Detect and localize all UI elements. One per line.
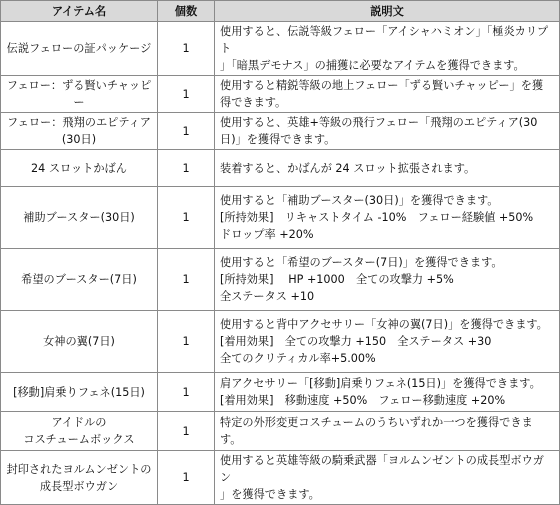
quantity-cell: 1: [158, 373, 215, 412]
quantity-cell: 1: [158, 311, 215, 373]
header-row: [1, 1, 560, 22]
description-cell: [215, 249, 560, 311]
quantity-cell: 1: [158, 113, 215, 150]
item-name-cell: [1, 373, 158, 412]
quantity-cell: 1: [158, 412, 215, 451]
item-name-line: 希望のブースター(7日): [21, 273, 137, 286]
description-line: 」「暗黒デモナス」の捕獲に必要なアイテムを獲得できます。: [220, 59, 525, 72]
description-line: 肩アクセサリー「[移動]肩乗りフェネ(15日)」を獲得できます。: [220, 377, 541, 390]
description-line: 全ステータス +10: [220, 290, 315, 303]
item-name-line: [移動]肩乗りフェネ(15日): [13, 385, 145, 399]
item-name-line: 伝説フェローの証パッケージ: [6, 42, 152, 55]
quantity-cell: 1: [158, 76, 215, 113]
description-cell: [215, 451, 560, 505]
item-name-line: アイドルの: [51, 416, 107, 429]
column-header-item-name: アイテム名: [1, 1, 158, 22]
quantity-cell: 1: [158, 150, 215, 187]
description-line: 日)」を獲得できます。: [220, 133, 336, 146]
item-name-line: フェロー：飛翔のエピティア: [7, 116, 151, 129]
item-name-line: 補助ブースター(30日): [23, 211, 135, 224]
item-name-line: コスチュームボックス: [23, 433, 135, 446]
column-header-quantity: 個数: [158, 1, 215, 22]
item-name-line: 成長型ボウガン: [39, 479, 119, 493]
description-line: [所持効果] リキャストタイム -10% フェロー経験値 +50%: [220, 211, 534, 224]
quantity-cell: 1: [158, 451, 215, 505]
quantity-cell: 1: [158, 187, 215, 249]
table-row: [1, 412, 560, 451]
description-line: 得できます。: [220, 96, 287, 109]
description-cell: [215, 187, 560, 249]
item-name-line: 24 スロットかばん: [31, 161, 127, 175]
description-line: 使用すると英雄等級の騎乗武器「ヨルムンゼントの成長型ボウガン: [220, 454, 544, 484]
description-line: 使用すると「希望のブースター(7日)」を獲得できます。: [220, 256, 503, 269]
quantity-cell: 1: [158, 249, 215, 311]
description-line: 装着すると、かばんが 24 スロット拡張されます。: [220, 161, 476, 175]
table-row: [1, 76, 560, 113]
item-name-line: 女神の翼(7日): [43, 335, 115, 348]
item-name-cell: [1, 150, 158, 187]
table-row: [1, 22, 560, 76]
item-name-line: 封印されたヨルムンゼントの: [6, 462, 152, 476]
table-row: [1, 249, 560, 311]
table-row: [1, 150, 560, 187]
description-line: 使用すると、伝説等級フェロー「アイシャハミオン」「極炎カリプト: [220, 25, 549, 55]
description-line: [着用効果] 全ての攻撃力 +150 全ステータス +30: [220, 335, 492, 348]
table-row: [1, 187, 560, 249]
description-cell: [215, 76, 560, 113]
description-cell: [215, 311, 560, 373]
item-name-cell: [1, 451, 158, 505]
description-cell: [215, 412, 560, 451]
table-row: [1, 451, 560, 505]
item-name-cell: [1, 76, 158, 113]
table-row: [1, 311, 560, 373]
description-cell: [215, 373, 560, 412]
item-name-cell: [1, 311, 158, 373]
description-line: [所持効果] HP +1000 全ての攻撃力 +5%: [220, 273, 454, 286]
description-line: 使用すると精鋭等級の地上フェロー「ずる賢いチャッピー」を獲: [220, 79, 544, 92]
item-name-cell: [1, 249, 158, 311]
item-name-cell: [1, 412, 158, 451]
item-name-line: (30日): [61, 133, 97, 146]
description-line: 全てのクリティカル率+5.00%: [220, 352, 376, 365]
description-line: 使用すると背中アクセサリー「女神の翼(7日)」を獲得できます。: [220, 318, 548, 331]
description-line: 」を獲得できます。: [220, 488, 320, 501]
description-line: [着用効果] 移動速度 +50% フェロー移動速度 +20%: [220, 394, 506, 407]
table-row: [1, 373, 560, 412]
item-name-cell: [1, 187, 158, 249]
item-name-line: フェロー：ずる賢いチャッピー: [6, 79, 152, 109]
description-line: 使用すると「補助ブースター(30日)」を獲得できます。: [220, 194, 499, 207]
table-row: [1, 113, 560, 150]
description-cell: [215, 22, 560, 76]
column-header-description: 説明文: [215, 1, 560, 22]
item-name-cell: [1, 22, 158, 76]
description-cell: [215, 150, 560, 187]
description-line: す。: [220, 433, 242, 446]
description-cell: [215, 113, 560, 150]
description-line: ドロップ率 +20%: [220, 228, 314, 241]
item-name-cell: [1, 113, 158, 150]
quantity-cell: 1: [158, 22, 215, 76]
description-line: 特定の外形変更コスチュームのうちいずれか一つを獲得できま: [220, 416, 533, 429]
description-line: 使用すると、英雄+等級の飛行フェロー「飛翔のエピティア(30: [220, 116, 538, 129]
